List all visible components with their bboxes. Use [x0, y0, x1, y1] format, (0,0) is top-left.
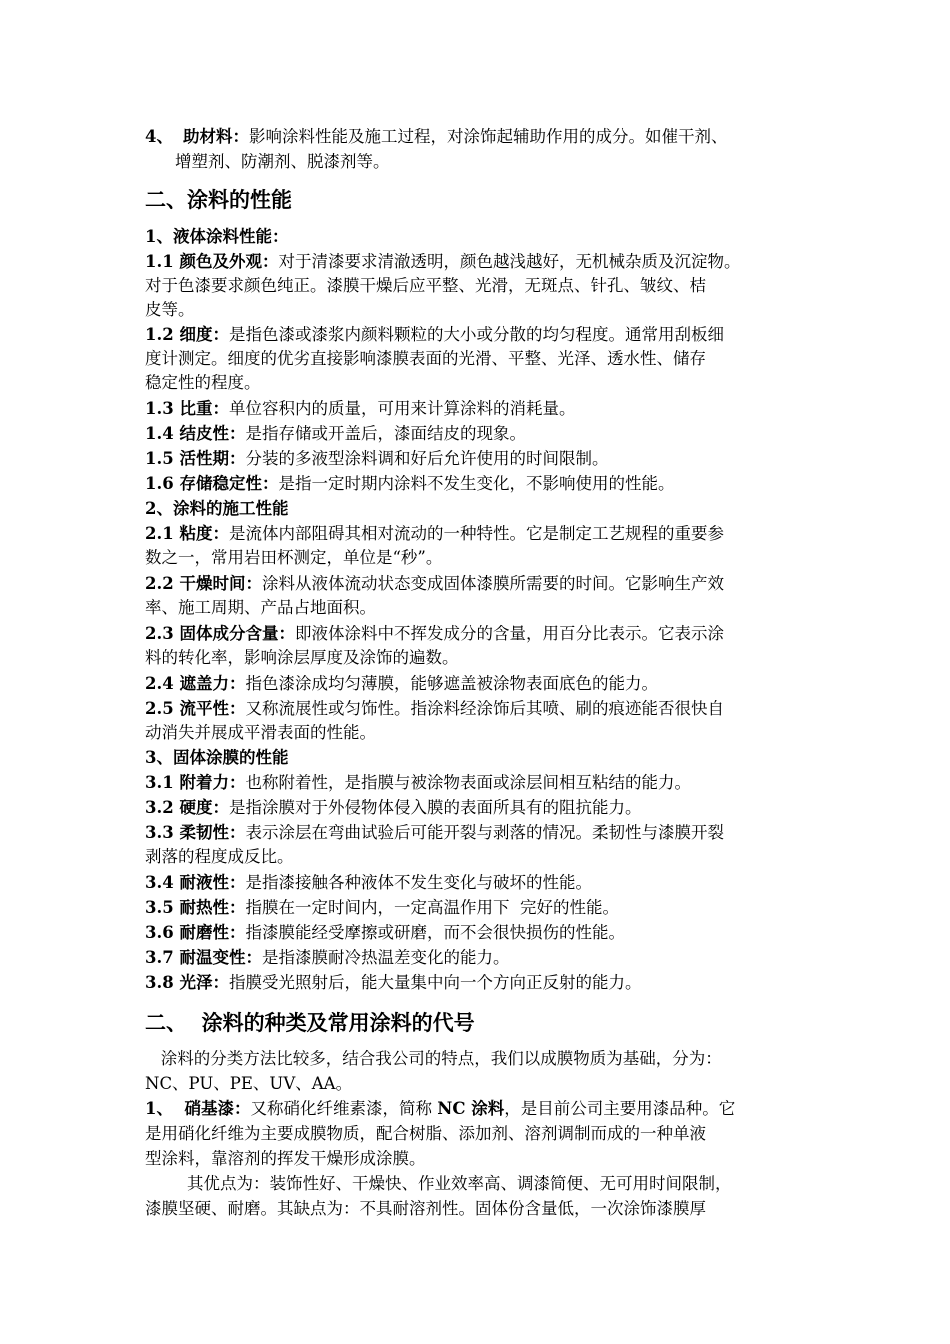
p3-8 [145, 971, 641, 995]
nc-l3: 型涂料，靠溶剂的挥发干燥形成涂膜。 [145, 1149, 426, 1168]
section-title-types: 二、 涂料的种类及常用涂料的代号 [145, 1010, 475, 1035]
term: 3.6 耐磨性： [145, 923, 246, 942]
term: 3.4 耐液性： [145, 873, 246, 892]
term: 2.3 固体成分含量： [145, 624, 295, 643]
term: 1.2 细度： [145, 325, 229, 344]
text: 分装的多液型涂料调和好后允许使用的时间限制。 [245, 449, 609, 468]
p2-1-l2: 数之一，常用岩田杯测定，单位是“秒”。 [145, 548, 443, 567]
term: 3.1 附着力： [145, 773, 246, 792]
term: 1.5 活性期： [145, 449, 246, 468]
p3-4 [145, 871, 592, 895]
text: 即液体涂料中不挥发成分的含量，用百分比表示。它表示涂 [294, 624, 724, 643]
term: 3.5 耐热性： [145, 898, 246, 917]
p2-4 [145, 672, 658, 696]
p2-2-l2: 率、施工周期、产品占地面积。 [145, 598, 376, 617]
p1-1-l3: 皮等。 [145, 300, 195, 319]
text: 表示涂层在弯曲试验后可能开裂与剥落的情况。柔韧性与漆膜开裂 [245, 823, 724, 842]
p1-6 [145, 472, 674, 496]
text: 是指存储或开盖后，漆面结皮的现象。 [245, 424, 526, 443]
item4-line1 [145, 125, 727, 149]
text: 单位容积内的质量，可用来计算涂料的消耗量。 [228, 399, 576, 418]
nc-term: 硝基漆： [184, 1099, 251, 1118]
term: 1.6 存储稳定性： [145, 474, 279, 493]
p2-3-l2: 料的转化率，影响涂层厚度及涂饰的遍数。 [145, 648, 459, 667]
nc-l4: 其优点为：装饰性好、干燥快、作业效率高、调漆简便、无可用时间限制， [145, 1174, 732, 1193]
p2-1-l1 [145, 522, 724, 546]
text: 指漆膜能经受摩擦或研磨，而不会很快损伤的性能。 [245, 923, 625, 942]
text: 指色漆涂成均匀薄膜，能够遮盖被涂物表面底色的能力。 [245, 674, 658, 693]
p1-2-l1 [145, 323, 724, 347]
text: 对于清漆要求清澈透明，颜色越浅越好，无机械杂质及沉淀物。 [278, 252, 741, 271]
p2-3-l1 [145, 622, 724, 646]
p3-3-l1 [145, 821, 724, 845]
item4-num: 4、 [145, 127, 173, 146]
item4-line2: 增塑剂、防潮剂、脱漆剂等。 [175, 152, 390, 171]
p2-5-l2: 动消失并展成平滑表面的性能。 [145, 723, 376, 742]
p1-1-l2: 对于色漆要求颜色纯正。漆膜干燥后应平整、光滑，无斑点、针孔、皱纹、桔 [145, 276, 706, 295]
text: 又称流展性或匀饰性。指涂料经涂饰后其喷、刷的痕迹能否很快自 [245, 699, 724, 718]
p1-4 [145, 422, 526, 446]
p3-5 [145, 896, 619, 920]
text: 是流体内部阻碍其相对流动的一种特性。它是制定工艺规程的重要参 [228, 524, 724, 543]
p2-5-l1 [145, 697, 724, 721]
nc-l1 [145, 1097, 735, 1121]
p3-3-l2: 剥落的程度成反比。 [145, 847, 294, 866]
term: 2.5 流平性： [145, 699, 246, 718]
text: 指膜受光照射后，能大量集中向一个方向正反射的能力。 [228, 973, 642, 992]
p3-7 [145, 946, 509, 970]
term: 2.2 干燥时间： [145, 574, 262, 593]
nc-text-b: ，是目前公司主要用漆品种。它 [504, 1099, 736, 1118]
text: 指膜在一定时间内，一定高温作用下 完好的性能。 [245, 898, 619, 917]
p3-6 [145, 921, 625, 945]
text: 涂料从液体流动状态变成固体漆膜所需要的时间。它影响生产效 [261, 574, 724, 593]
p2-2-l1 [145, 572, 724, 596]
text: 也称附着性，是指膜与被涂物表面或涂层间相互粘结的能力。 [245, 773, 691, 792]
nc-l5: 漆膜坚硬、耐磨。其缺点为：不具耐溶剂性。固体份含量低，一次涂饰漆膜厚 [145, 1199, 706, 1218]
term: 1.1 颜色及外观： [145, 252, 279, 271]
p1-2-l2: 度计测定。细度的优劣直接影响漆膜表面的光滑、平整、光泽、透水性、储存 [145, 349, 706, 368]
p1-1-l1 [145, 250, 740, 274]
text: 是指涂膜对于外侵物体侵入膜的表面所具有的阻抗能力。 [228, 798, 642, 817]
term: 2.4 遮盖力： [145, 674, 246, 693]
solid-heading: 3、固体涂膜的性能 [145, 748, 289, 767]
term: 3.3 柔韧性： [145, 823, 246, 842]
term: 3.2 硬度： [145, 798, 229, 817]
item4-text: 影响涂料性能及施工过程，对涂饰起辅助作用的成分。如催干剂、 [248, 127, 728, 146]
p1-5 [145, 447, 608, 471]
term: 2.1 粘度： [145, 524, 229, 543]
nc-text-a: 又称硝化纤维素漆，简称 [250, 1099, 438, 1118]
p3-1 [145, 771, 691, 795]
text: 是指色漆或漆浆内颜料颗粒的大小或分散的均匀程度。通常用刮板细 [228, 325, 724, 344]
section-title-performance: 二、涂料的性能 [145, 187, 292, 212]
p1-2-l3: 稳定性的程度。 [145, 373, 261, 392]
term: 3.7 耐温变性： [145, 948, 262, 967]
term: 1.4 结皮性： [145, 424, 246, 443]
nc-num: 1、 [145, 1099, 185, 1118]
text: 是指一定时期内涂料不发生变化，不影响使用的性能。 [278, 474, 675, 493]
nc-abbr: NC 涂料 [437, 1099, 505, 1118]
types-intro-l1: 涂料的分类方法比较多，结合我公司的特点，我们以成膜物质为基础，分为： [145, 1049, 722, 1068]
term: 3.8 光泽： [145, 973, 229, 992]
p1-3 [145, 397, 575, 421]
text: 是指漆膜耐冷热温差变化的能力。 [261, 948, 510, 967]
text: 是指漆接触各种液体不发生变化与破坏的性能。 [245, 873, 592, 892]
types-intro-l2: NC、PU、PE、UV、AA。 [145, 1074, 353, 1093]
item4-term: 助材料： [182, 127, 249, 146]
p3-2 [145, 796, 641, 820]
nc-l2: 是用硝化纤维为主要成膜物质，配合树脂、添加剂、溶剂调制而成的一种单液 [145, 1124, 706, 1143]
term: 1.3 比重： [145, 399, 229, 418]
liquid-heading: 1、液体涂料性能： [145, 227, 289, 246]
application-heading: 2、涂料的施工性能 [145, 499, 289, 518]
